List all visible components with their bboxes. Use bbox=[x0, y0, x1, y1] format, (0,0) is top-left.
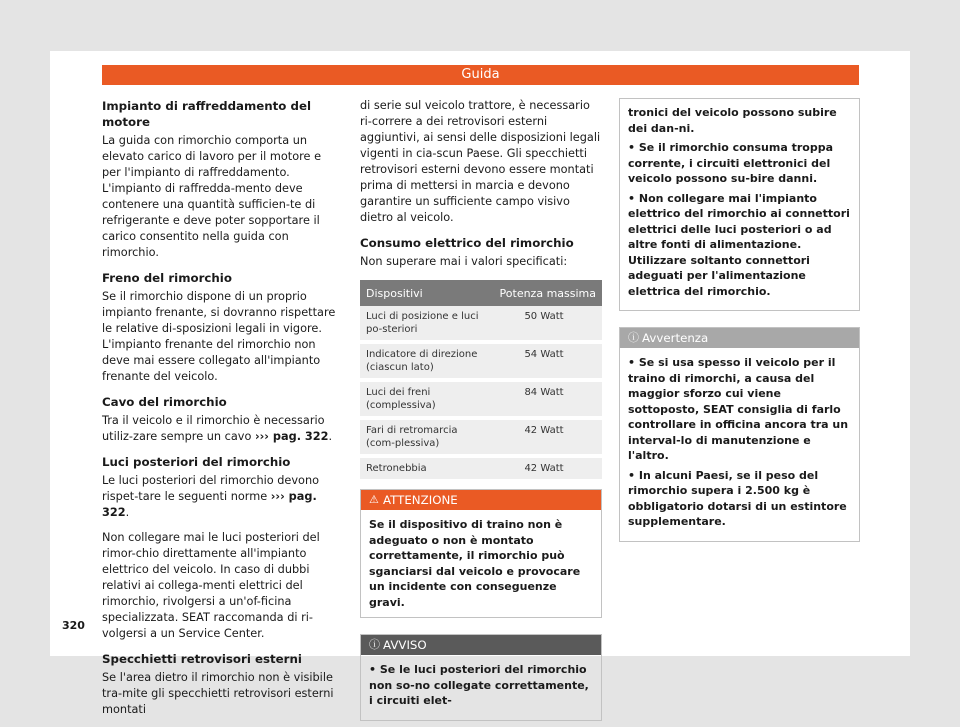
info-circle-icon: ⓘ bbox=[369, 638, 380, 651]
avvertenza-box bbox=[619, 327, 860, 542]
warning-triangle-icon: ⚠ bbox=[369, 493, 379, 506]
table-row bbox=[360, 342, 602, 380]
table-header-devices: Dispositivi bbox=[360, 280, 486, 306]
attenzione-header bbox=[361, 490, 601, 510]
cable-heading: Cavo del rimorchio bbox=[102, 395, 227, 409]
avvertenza-bullet: • Se si usa spesso il veicolo per il traino di rimorchi, a causa del maggior sforzo cui viene sottoposto, SEAT consiglia di farlo controllare in officina ancora tra un interval-lo di manutenzione e l'altro. bbox=[628, 356, 849, 462]
table-cell-device: Retronebbia bbox=[360, 456, 486, 481]
section-header: Guida bbox=[102, 65, 859, 85]
column-middle bbox=[360, 98, 602, 721]
avvertenza-header bbox=[620, 328, 859, 348]
power-table bbox=[360, 280, 602, 483]
consumption-heading: Consumo elettrico del rimorchio bbox=[360, 236, 574, 250]
table-row bbox=[360, 418, 602, 456]
table-cell-device: Luci dei freni (complessiva) bbox=[360, 380, 486, 418]
page-number: 320 bbox=[62, 619, 85, 632]
cable-text: Tra il veicolo e il rimorchio è necessario utiliz-zare sempre un cavo bbox=[102, 414, 325, 443]
table-cell-power: 42 Watt bbox=[486, 418, 602, 456]
table-header-power: Potenza massima bbox=[486, 280, 602, 306]
cooling-text: La guida con rimorchio comporta un elevato carico di lavoro per il motore e per l'impianto di raffreddamento. L'impianto di raffredda-mento deve contenere una quantità sufficien-te di refrigerante e deve poter sopportare il carico consentito nella guida con rimorchio. bbox=[102, 134, 322, 259]
column-left bbox=[102, 98, 342, 727]
avviso-title: AVVISO bbox=[383, 638, 427, 652]
table-cell-device: Indicatore di direzione (ciascun lato) bbox=[360, 342, 486, 380]
table-cell-power: 84 Watt bbox=[486, 380, 602, 418]
table-cell-device: Luci di posizione e luci po-steriori bbox=[360, 306, 486, 342]
cable-page-ref[interactable]: ››› pag. 322 bbox=[255, 430, 329, 443]
avviso-bullet-2: Se il rimorchio consuma troppa corrente, i circuiti elettronici del veicolo possono su-bire danni. bbox=[628, 141, 834, 185]
rear-lights-text-2: Non collegare mai le luci posteriori del rimor-chio direttamente all'impianto elettrico del veicolo. In caso di dubbi relativi ai collega-menti elettrici del rimorchio, rivolgersi a un'of-ficina specializzata. SEAT raccomanda di ri-volgersi a un Service Center. bbox=[102, 531, 320, 640]
avviso-body bbox=[361, 655, 601, 720]
avvertenza-bullet-2: In alcuni Paesi, se il peso del rimorchio supera i 2.500 kg è obbligatorio dotarsi di un estintore supplementare. bbox=[628, 468, 847, 528]
avviso-bullet: • Se le luci posteriori del rimorchio non so-no collegate correttamente, i circuiti elet- bbox=[369, 663, 589, 707]
avviso-header bbox=[361, 635, 601, 655]
table-header-row bbox=[360, 280, 602, 306]
avvertenza-bullet: • In alcuni Paesi, se il peso del rimorchio supera i 2.500 kg è obbligatorio dotarsi di un estintore supplementare. bbox=[628, 468, 847, 528]
mirrors-text-cont: di serie sul veicolo trattore, è necessario ri-correre a dei retrovisori esterni aggiuntivi, ai sensi delle disposizioni legali vigenti in cia-scun Paese. Gli specchietti retrovisori esterni devono essere montati prima di mettersi in marcia e devono garantire un sufficiente campo visivo dietro al veicolo. bbox=[360, 99, 601, 224]
attenzione-text: Se il dispositivo di traino non è adeguato o non è montato correttamente, il rimorchio può sganciarsi dal veicolo e provocare un incidente con conseguenze gravi. bbox=[369, 518, 581, 609]
rear-lights-heading: Luci posteriori del rimorchio bbox=[102, 455, 291, 469]
avvertenza-bullet-1: Se si usa spesso il veicolo per il traino di rimorchi, a causa del maggior sforzo cui viene sottoposto, SEAT consiglia di farlo controllare in officina ancora tra un interval-lo di manutenzione e l'altro. bbox=[628, 356, 849, 462]
mirrors-text: Se l'area dietro il rimorchio non è visibile tra-mite gli specchietti retrovisori esterni montati bbox=[102, 671, 334, 716]
table-row bbox=[360, 380, 602, 418]
avviso-cont-text: tronici del veicolo possono subire dei dan-ni. bbox=[628, 106, 837, 135]
table-cell-power: 42 Watt bbox=[486, 456, 602, 481]
avviso-bullet-1: Se le luci posteriori del rimorchio non so-no collegate correttamente, i circuiti elet- bbox=[369, 663, 589, 707]
table-cell-power: 54 Watt bbox=[486, 342, 602, 380]
attenzione-box bbox=[360, 489, 602, 618]
avvertenza-title: Avvertenza bbox=[642, 331, 709, 345]
table-row bbox=[360, 456, 602, 481]
avviso-bullet: • Non collegare mai l'impianto elettrico del rimorchio ai connettori elettrici delle luci posteriori o ad altre fonti di alimentazione. Utilizzare soltanto connettori adeguati per l'alimentazione elettrica del rimorchio. bbox=[628, 191, 850, 298]
column-right bbox=[619, 98, 860, 558]
attenzione-title: ATTENZIONE bbox=[383, 493, 458, 507]
mirrors-heading: Specchietti retrovisori esterni bbox=[102, 652, 302, 666]
cable-paragraph: Tra il veicolo e il rimorchio è necessario utiliz-zare sempre un cavo ››› pag. 322. bbox=[102, 414, 333, 443]
avviso-bullet: • Se il rimorchio consuma troppa corrente, i circuiti elettronici del veicolo possono su-bire danni. bbox=[628, 141, 834, 185]
avvertenza-body bbox=[620, 348, 859, 541]
consumption-text: Non superare mai i valori specificati: bbox=[360, 255, 568, 268]
table-row bbox=[360, 306, 602, 342]
table-cell-power: 50 Watt bbox=[486, 306, 602, 342]
cooling-heading: Impianto di raffreddamento del motore bbox=[102, 99, 312, 129]
table-cell-device: Fari di retromarcia (com-plessiva) bbox=[360, 418, 486, 456]
rear-lights-page-ref[interactable]: ››› pag. 322 bbox=[102, 490, 317, 519]
info-square-icon: ⓘ bbox=[628, 331, 639, 344]
rear-lights-text: Le luci posteriori del rimorchio devono rispet-tare le seguenti norme bbox=[102, 474, 320, 503]
rear-lights-paragraph: Le luci posteriori del rimorchio devono rispet-tare le seguenti norme ››› pag. 322. bbox=[102, 474, 320, 519]
brake-text: Se il rimorchio dispone di un proprio impianto frenante, si dovranno rispettare le relative di-sposizioni legali in vigore. L'impianto frenante del rimorchio non deve mai essere collegato all'impianto frenante del veicolo. bbox=[102, 290, 336, 383]
avviso-continuation bbox=[619, 98, 860, 311]
avviso-bullet-3: Non collegare mai l'impianto elettrico del rimorchio ai connettori elettrici delle luci posteriori o ad altre fonti di alimentazione. Utilizzare soltanto connettori adeguati per l'alimentazione elettrica del rimorchio. bbox=[628, 191, 850, 298]
brake-heading: Freno del rimorchio bbox=[102, 271, 232, 285]
